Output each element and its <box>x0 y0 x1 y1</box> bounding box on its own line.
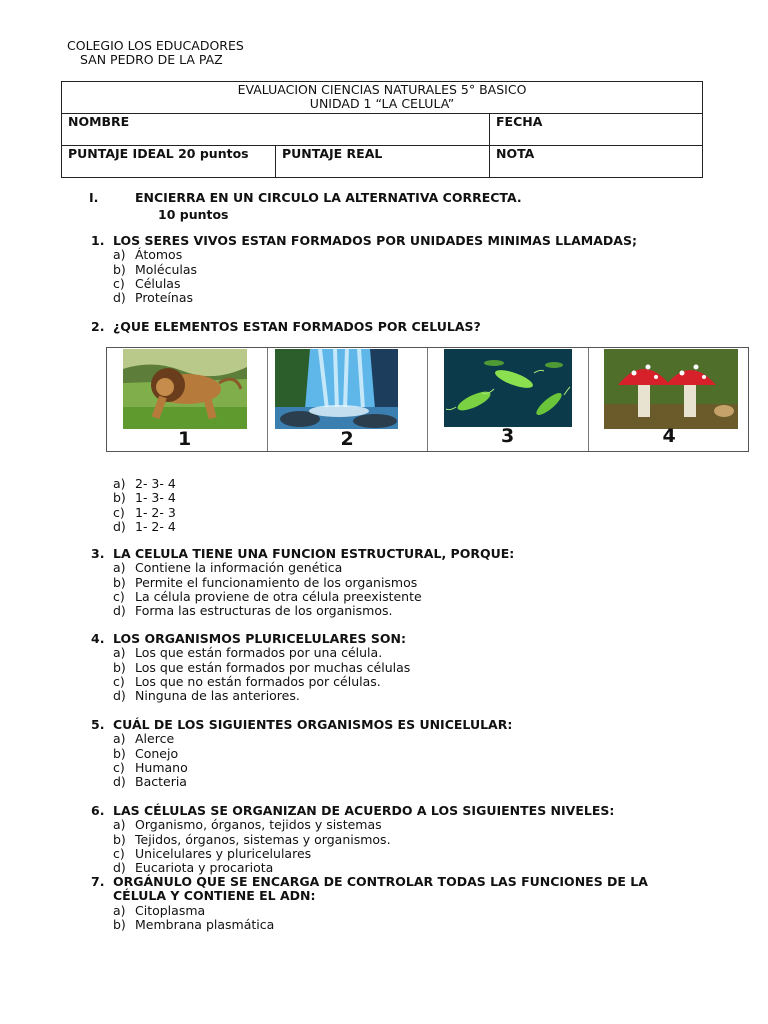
question-7: 7. ORGÁNULO QUE SE ENCARGA DE CONTROLAR TODAS LAS FUNCIONES DE LA CÉLULA Y CONTIENE EL ADN: a) Citoplasma b) Membrana plasmática <box>91 875 691 932</box>
option-b[interactable]: b) 1- 3- 4 <box>113 490 176 506</box>
option-b[interactable]: b) Tejidos, órganos, sistemas y organismos. <box>113 831 391 847</box>
question-text: LA CELULA TIENE UNA FUNCION ESTRUCTURAL, PORQUE: <box>113 546 515 561</box>
image-options-box <box>106 347 749 452</box>
image-label-4: 4 <box>662 425 676 447</box>
image-label-1: 1 <box>178 428 192 450</box>
ideal-score-cell: PUNTAJE IDEAL 20 puntos <box>62 146 276 178</box>
question-1: 1. LOS SERES VIVOS ESTAN FORMADOS POR UNIDADES MINIMAS LLAMADAS; a) Átomos b) Moléculas c) Células d) Proteínas <box>91 234 711 305</box>
image-cell-1 <box>107 348 268 451</box>
option-d[interactable]: d) Eucariota y procariota <box>113 860 274 876</box>
school-name: COLEGIO LOS EDUCADORES <box>67 38 244 53</box>
question-2-options <box>91 477 711 534</box>
option-a[interactable]: a) 2- 3- 4 <box>113 476 176 491</box>
option-a[interactable]: a) Organismo, órganos, tejidos y sistemas <box>113 817 382 833</box>
question-text: CUÁL DE LOS SIGUIENTES ORGANISMOS ES UNICELULAR: <box>113 717 513 732</box>
question-4: 4. LOS ORGANISMOS PLURICELULARES SON: a) Los que están formados por una célula. b) Los que están formados por muchas células c) Los que no están formados por células. d) Ninguna de las anteriores. <box>91 632 711 703</box>
image-cell-4 <box>589 348 749 451</box>
option-c[interactable]: c) Los que no están formados por células. <box>113 673 381 689</box>
option-d[interactable]: d) Forma las estructuras de los organismos. <box>113 603 393 619</box>
option-d[interactable]: d) Proteínas <box>113 290 193 306</box>
question-6: 6. LAS CÉLULAS SE ORGANIZAN DE ACUERDO A LOS SIGUIENTES NIVELES: a) Organismo, órganos, tejidos y sistemas b) Tejidos, órganos, sistemas y organismos. c) Unicelulares y pluricelulares d) Eucariota y procariota <box>91 804 711 875</box>
option-b[interactable]: b) Moléculas <box>113 261 198 277</box>
option-a[interactable]: a) Átomos <box>113 247 183 263</box>
question-text: LAS CÉLULAS SE ORGANIZAN DE ACUERDO A LOS SIGUIENTES NIVELES: <box>113 803 615 818</box>
section-title: ENCIERRA EN UN CIRCULO LA ALTERNATIVA CORRECTA. <box>135 190 522 205</box>
option-b[interactable]: b) Conejo <box>113 745 179 761</box>
option-a[interactable]: a) Citoplasma <box>113 902 206 918</box>
school-header <box>67 39 244 67</box>
image-cell-2 <box>268 348 429 451</box>
exam-header-table <box>61 81 703 178</box>
option-c[interactable]: c) Humano <box>113 759 188 775</box>
option-b[interactable]: b) Permite el funcionamiento de los organismos <box>113 574 418 590</box>
mushrooms-image <box>604 349 738 429</box>
option-b[interactable]: b) Membrana plasmática <box>113 916 275 932</box>
option-b[interactable]: b) Los que están formados por muchas células <box>113 659 411 675</box>
option-a[interactable]: a) Contiene la información genética <box>113 560 343 576</box>
section-heading <box>89 189 522 223</box>
option-a[interactable]: a) Los que están formados por una célula. <box>113 645 383 661</box>
option-d[interactable]: d) Bacteria <box>113 774 187 790</box>
option-c[interactable]: c) Células <box>113 275 181 291</box>
image-label-3: 3 <box>501 425 515 447</box>
option-c[interactable]: c) La célula proviene de otra célula preexistente <box>113 588 422 604</box>
exam-title-cell <box>62 82 703 114</box>
question-3: 3. LA CELULA TIENE UNA FUNCION ESTRUCTURAL, PORQUE: a) Contiene la información genética b) Permite el funcionamiento de los organismos c) La célula proviene de otra célula preexistente d) Forma las estructuras de los organismos. <box>91 547 711 618</box>
question-text: ¿QUE ELEMENTOS ESTAN FORMADOS POR CELULAS? <box>113 319 481 334</box>
bacteria-image <box>444 349 572 427</box>
option-c[interactable]: c) 1- 2- 3 <box>113 504 176 520</box>
name-field[interactable]: NOMBRE <box>62 114 490 146</box>
real-score-field[interactable]: PUNTAJE REAL <box>276 146 490 178</box>
question-text: LOS SERES VIVOS ESTAN FORMADOS POR UNIDADES MINIMAS LLAMADAS; <box>113 233 637 248</box>
option-a[interactable]: a) Alerce <box>113 731 175 747</box>
section-number: I. <box>89 190 99 205</box>
image-cell-3 <box>428 348 589 451</box>
question-text: ORGÁNULO QUE SE ENCARGA DE CONTROLAR TODAS LAS FUNCIONES DE LA CÉLULA Y CONTIENE EL ADN: <box>113 874 648 904</box>
question-2: 2. ¿QUE ELEMENTOS ESTAN FORMADOS POR CELULAS? <box>91 319 481 334</box>
question-5: 5. CUÁL DE LOS SIGUIENTES ORGANISMOS ES UNICELULAR: a) Alerce b) Conejo c) Humano d) Bacteria <box>91 718 711 789</box>
lion-image <box>123 349 247 429</box>
date-field[interactable]: FECHA <box>490 114 703 146</box>
waterfall-image <box>275 349 398 429</box>
exam-title: EVALUACION CIENCIAS NATURALES 5° BASICO <box>237 82 527 97</box>
section-points: 10 puntos <box>158 207 229 222</box>
question-text: LOS ORGANISMOS PLURICELULARES SON: <box>113 631 406 646</box>
option-d[interactable]: d) 1- 2- 4 <box>113 518 176 534</box>
grade-field[interactable]: NOTA <box>490 146 703 178</box>
exam-unit: UNIDAD 1 “LA CELULA” <box>309 96 455 111</box>
option-d[interactable]: d) Ninguna de las anteriores. <box>113 688 300 704</box>
school-city: SAN PEDRO DE LA PAZ <box>80 52 223 67</box>
image-label-2: 2 <box>340 428 354 450</box>
option-c[interactable]: c) Unicelulares y pluricelulares <box>113 845 312 861</box>
